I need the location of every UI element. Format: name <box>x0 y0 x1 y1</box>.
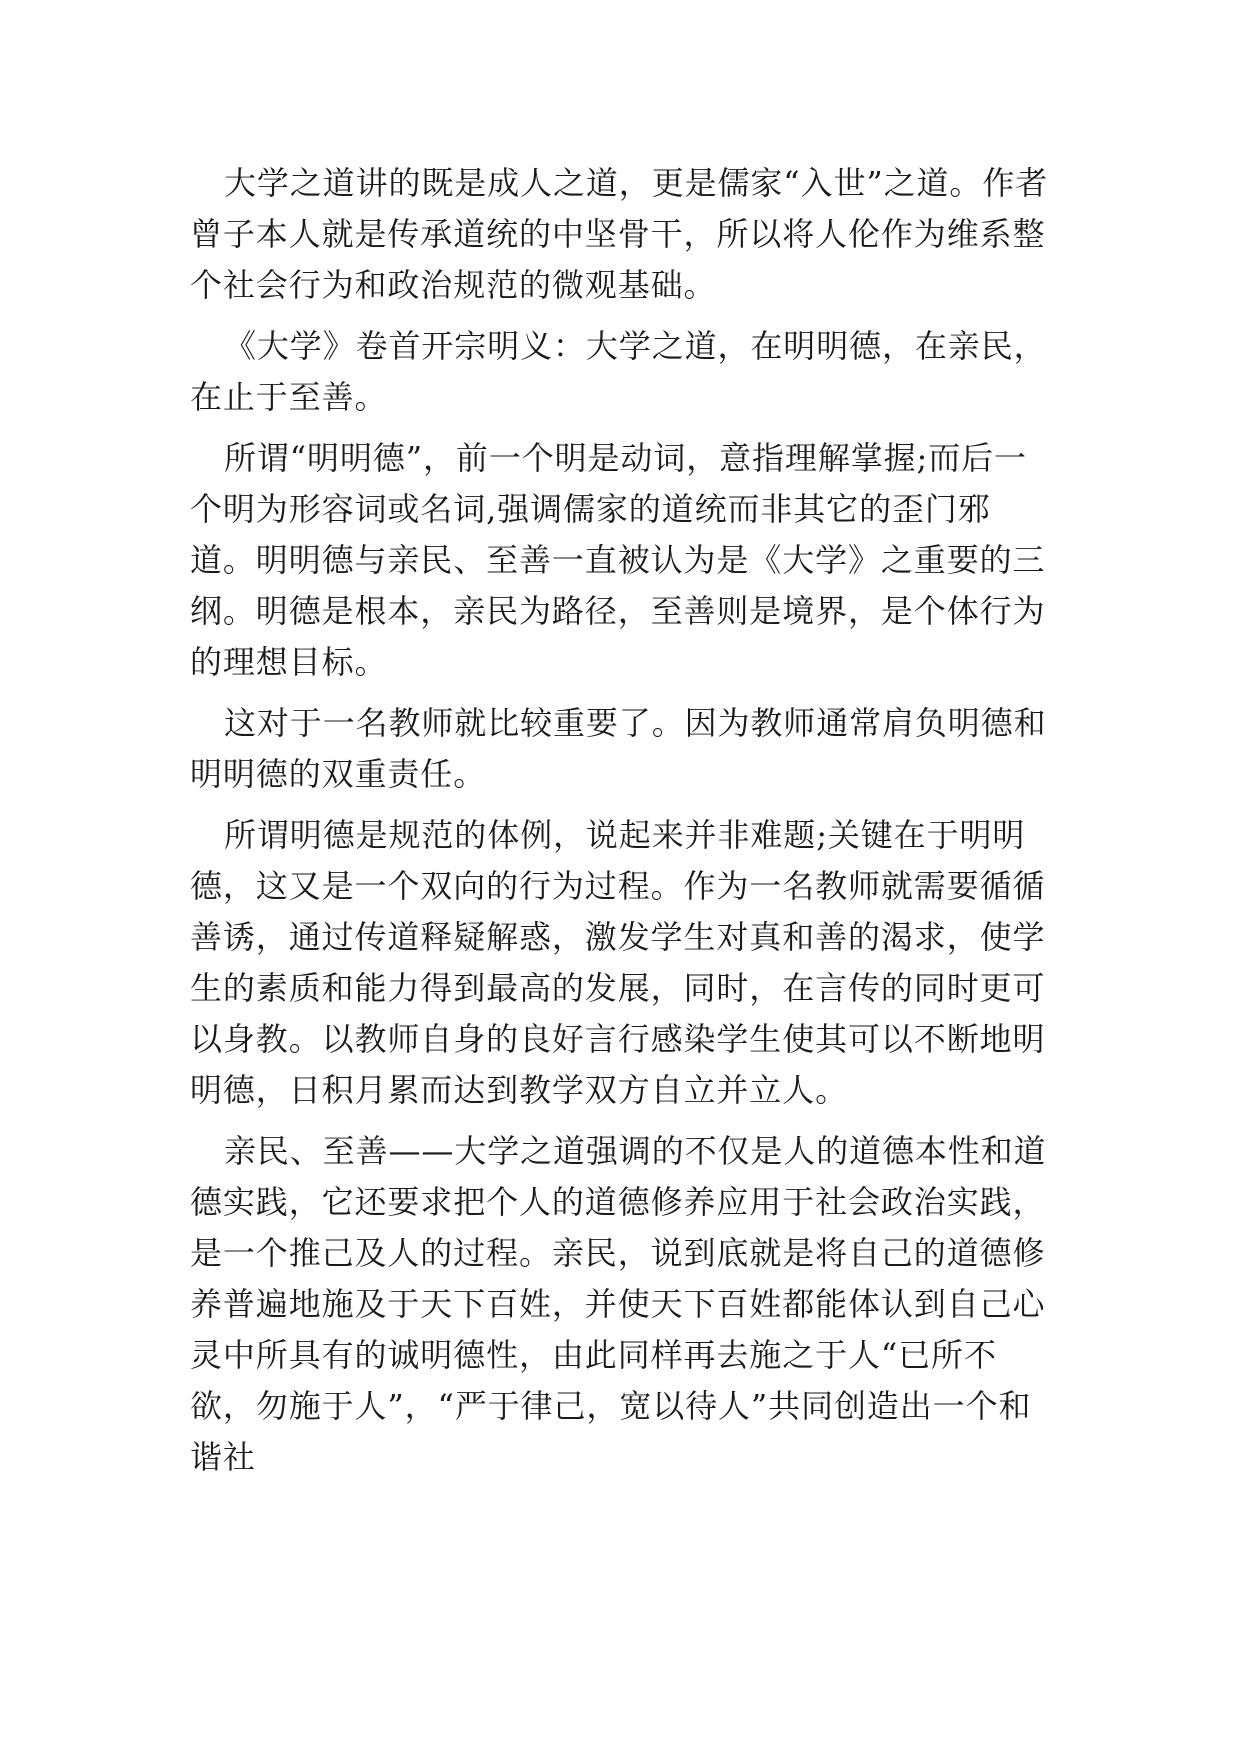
paragraph-6: 亲民、至善——大学之道强调的不仅是人的道德本性和道德实践，它还要求把个人的道德修养应用于社会政治实践，是一个推己及人的过程。亲民，说到底就是将自己的道德修养普遍地施及于天下百姓，并使天下百姓都能体认到自己心灵中所具有的诚明德性，由此同样再去施之于人“已所不欲，勿施于人”，“严于律己，宽以待人”共同创造出一个和谐社 <box>190 1132 1047 1476</box>
paragraph-3: 所谓“明明德”，前一个明是动词，意指理解掌握;而后一个明为形容词或名词,强调儒家的道统而非其它的歪门邪道。明明德与亲民、至善一直被认为是《大学》之重要的三纲。明德是根本，亲民为路径，至善则是境界，是个体行为的理想目标。 <box>190 439 1046 681</box>
paragraph-5: 所谓明德是规范的体例，说起来并非难题;关键在于明明德，这又是一个双向的行为过程。作为一名教师就需要循循善诱，通过传道释疑解惑，激发学生对真和善的渴求，使学生的素质和能力得到最高的发展，同时，在言传的同时更可以身教。以教师自身的良好言行感染学生使其可以不断地明明德，日积月累而达到教学双方自立并立人。 <box>190 816 1046 1109</box>
paragraph-1: 大学之道讲的既是成人之道，更是儒家“入世”之道。作者曾子本人就是传承道统的中坚骨干，所以将人伦作为维系整个社会行为和政治规范的微观基础。 <box>190 164 1049 304</box>
paragraph-2: 《大学》卷首开宗明义：大学之道，在明明德，在亲民，在止于至善。 <box>190 327 1047 416</box>
document-body <box>190 158 1052 1483</box>
paragraph-4: 这对于一名教师就比较重要了。因为教师通常肩负明德和明明德的双重责任。 <box>190 704 1047 793</box>
